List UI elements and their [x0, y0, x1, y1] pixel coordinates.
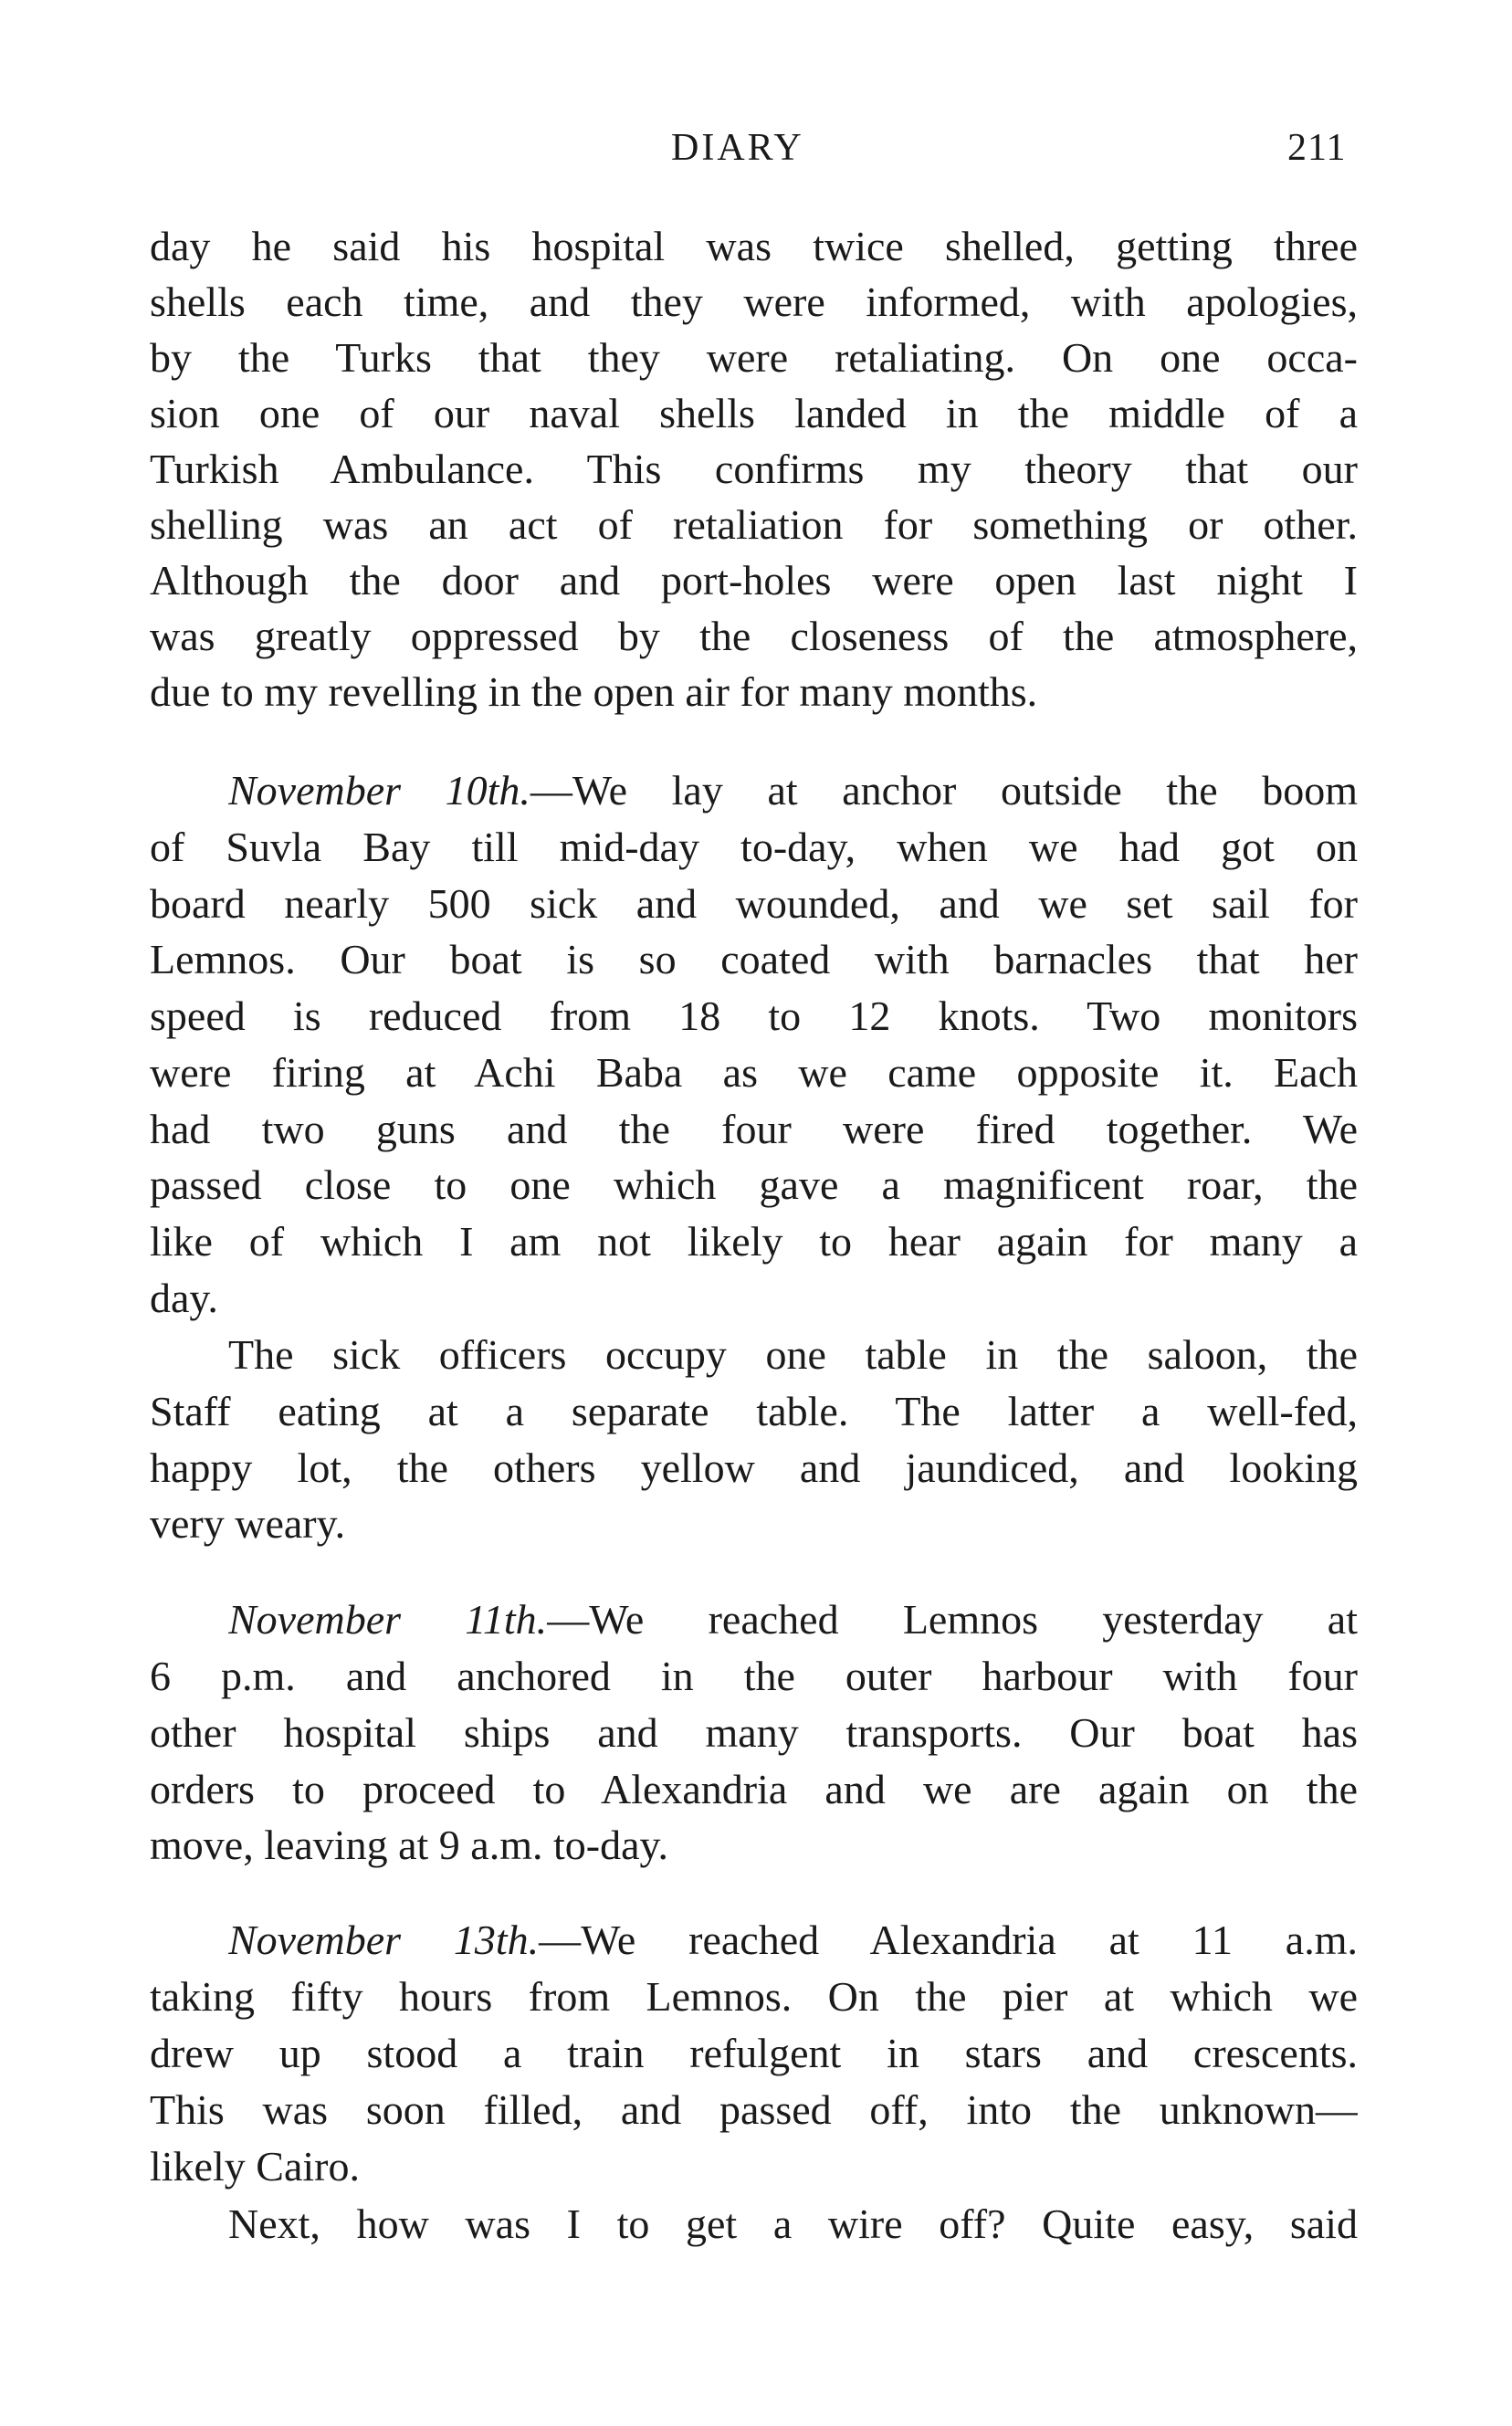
text-line: day.: [150, 1275, 218, 1321]
text-line: were firing at Achi Baba as we came opposite it. Each: [150, 1049, 1358, 1096]
text-line: of Suvla Bay till mid-day to-day, when we had got on: [150, 824, 1358, 870]
text-line: orders to proceed to Alexandria and we are again on the: [150, 1766, 1358, 1812]
text-line: happy lot, the others yellow and jaundiced, and looking: [150, 1444, 1358, 1491]
text-span: —We lay at anchor outside the boom: [530, 767, 1358, 814]
text-line: due to my revelling in the open air for many months.: [150, 668, 1038, 715]
text-line: likely Cairo.: [150, 2143, 360, 2190]
text-line: by the Turks that they were retaliating. On one occa-: [150, 334, 1358, 381]
running-title: DIARY: [671, 127, 804, 169]
page-number: 211: [1287, 127, 1347, 169]
text-line: This was soon filled, and passed off, into the unknown—: [150, 2086, 1358, 2133]
text-line: drew up stood a train refulgent in stars and crescents.: [150, 2030, 1358, 2076]
text-line: 6 p.m. and anchored in the outer harbour with four: [150, 1653, 1358, 1699]
text-line: [228, 763, 1358, 818]
entry-date: November 13th.: [228, 1917, 540, 1963]
text-line: [228, 1592, 1358, 1647]
text-line: sion one of our naval shells landed in the middle of a: [150, 390, 1358, 436]
text-span: —We reached Lemnos yesterday at: [547, 1596, 1358, 1643]
text-line: Next, how was I to get a wire off? Quite easy, said: [228, 2200, 1358, 2247]
entry-date: November 11th.: [228, 1596, 548, 1643]
text-line: taking fifty hours from Lemnos. On the pier at which we: [150, 1973, 1358, 2020]
text-line: Turkish Ambulance. This confirms my theory that our: [150, 446, 1358, 492]
text-line: was greatly oppressed by the closeness of the atmosphere,: [150, 613, 1358, 659]
text-line: Lemnos. Our boat is so coated with barnacles that her: [150, 936, 1358, 982]
text-line: Although the door and port-holes were open last night I: [150, 557, 1358, 604]
text-line: day he said his hospital was twice shelled, getting three: [150, 223, 1358, 269]
text-line: like of which I am not likely to hear again for many a: [150, 1218, 1358, 1265]
text-line: speed is reduced from 18 to 12 knots. Two monitors: [150, 992, 1358, 1039]
text-line: Staff eating at a separate table. The latter a well-fed,: [150, 1388, 1358, 1434]
text-line: had two guns and the four were fired together. We: [150, 1106, 1358, 1152]
text-line: [228, 1913, 1358, 1968]
text-line: The sick officers occupy one table in the saloon, the: [228, 1331, 1358, 1378]
text-span: —We reached Alexandria at 11 a.m.: [539, 1917, 1358, 1963]
text-line: other hospital ships and many transports. Our boat has: [150, 1709, 1358, 1756]
text-line: shells each time, and they were informed, with apologies,: [150, 278, 1358, 325]
text-line: board nearly 500 sick and wounded, and we set sail for: [150, 880, 1358, 927]
text-line: very weary.: [150, 1500, 346, 1547]
text-line: passed close to one which gave a magnificent roar, the: [150, 1161, 1358, 1208]
entry-date: November 10th.: [228, 767, 530, 814]
text-line: shelling was an act of retaliation for something or other.: [150, 501, 1358, 548]
text-line: move, leaving at 9 a.m. to-day.: [150, 1822, 669, 1868]
